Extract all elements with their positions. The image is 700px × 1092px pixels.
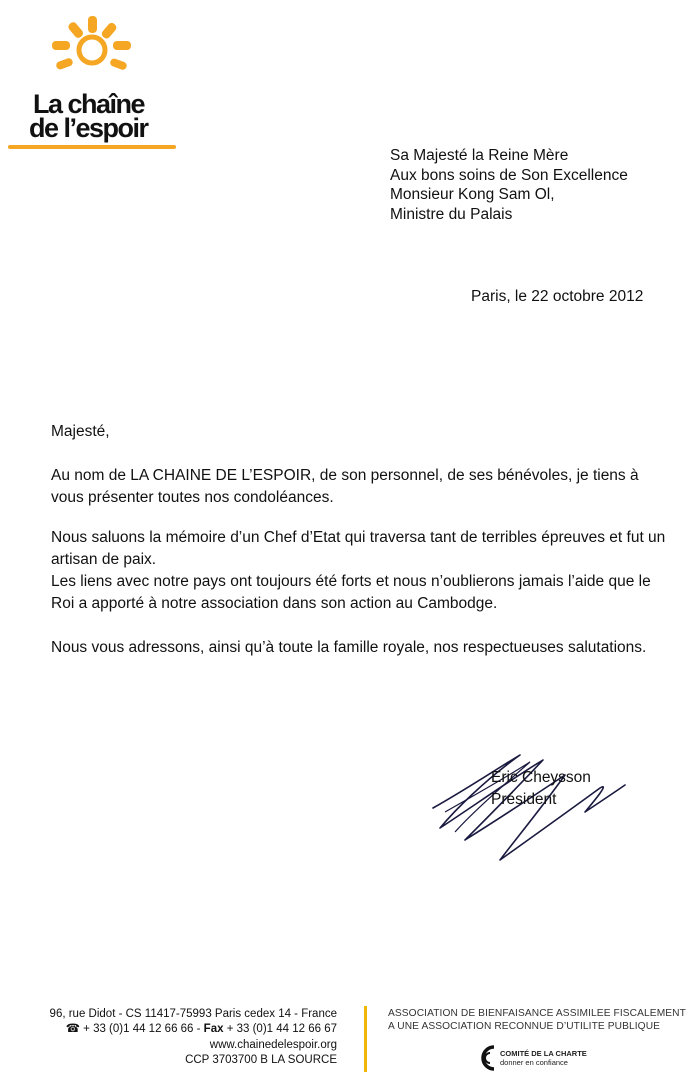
logo-text-line-2: de l’espoir [29, 113, 148, 143]
paragraph: Les liens avec notre pays ont toujours été forts et nous n’oublierons jamais l’aide que le Roi a apporté à notre association dans son action au Cambodge. [51, 573, 651, 612]
logo-text-line-1: La chaîne [33, 89, 145, 119]
footer-ccp: CCP 3703700 B LA SOURCE [185, 1053, 337, 1066]
assoc-line: ASSOCIATION DE BIENFAISANCE ASSIMILEE FISCALEMENT [388, 1008, 686, 1019]
recipient-line: Ministre du Palais [390, 205, 513, 223]
date-line: Paris, le 22 octobre 2012 [471, 288, 644, 305]
logo [0, 0, 190, 160]
recipient-line: Monsieur Kong Sam Ol, [390, 186, 555, 204]
phone-icon: ☎ [65, 1023, 80, 1036]
paragraph: Au nom de LA CHAINE DE L’ESPOIR, de son personnel, de ses bénévoles, je tiens à vous présenter toutes nos condoléances. [51, 467, 639, 506]
signer-title: Président [491, 791, 557, 808]
signer-name: Eric Cheysson [491, 769, 591, 786]
footer-association-status [388, 1007, 686, 1033]
footer-website: www.chainedelespoir.org [209, 1038, 337, 1051]
sun-icon [0, 0, 190, 100]
footer-contact [50, 1007, 337, 1068]
footer-address: 96, rue Didot - CS 11417-75993 Paris cedex 14 - France [49, 1008, 337, 1020]
footer-phone-fax [50, 1022, 337, 1037]
paragraph: Nous saluons la mémoire d’un Chef d’Etat qui traversa tant de terribles épreuves et fut un artisan de paix. [51, 529, 666, 568]
recipient-line: Aux bons soins de Son Excellence [390, 166, 628, 184]
logo-underline [8, 145, 176, 149]
charte-line-2: donner en confiance [500, 1058, 568, 1067]
recipient-address [390, 146, 628, 224]
footer-fax-label: Fax [203, 1023, 224, 1036]
assoc-line: A UNE ASSOCIATION RECONNUE D’UTILITE PUBLIQUE [388, 1021, 661, 1032]
charte-line-1: COMITÉ DE LA CHARTE [500, 1049, 587, 1058]
recipient-line: Sa Majesté la Reine Mère [390, 147, 569, 164]
closing-paragraph: Nous vous adressons, ainsi qu’à toute la famille royale, nos respectueuses salutations. [51, 639, 647, 656]
paragraph-group [51, 527, 671, 615]
footer-divider [364, 1006, 367, 1072]
footer-fax: + 33 (0)1 44 12 66 67 [223, 1023, 337, 1036]
signer-block [491, 767, 591, 811]
charte-logo [474, 1040, 604, 1076]
charte-c-icon [474, 1040, 500, 1076]
salutation: Majesté, [51, 423, 110, 440]
footer-phone: + 33 (0)1 44 12 66 66 - [83, 1023, 204, 1036]
